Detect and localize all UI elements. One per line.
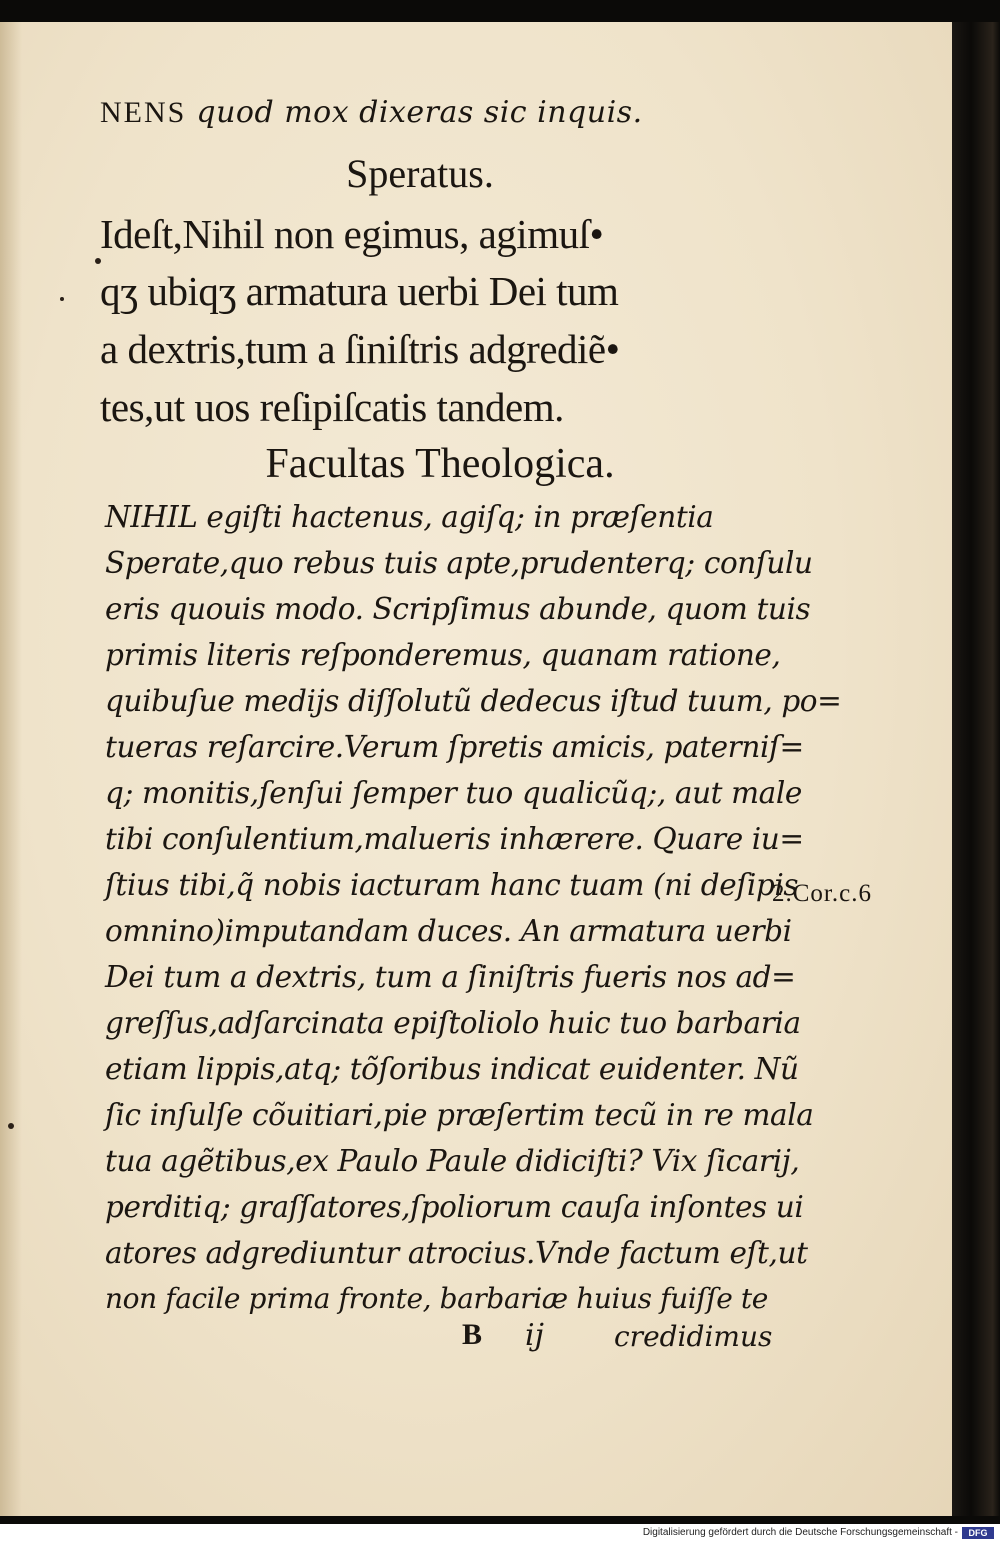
ink-speck: [8, 1123, 14, 1129]
faculty-line: perditiq; graſſatores,ſpoliorum cauſa inſontes ui: [105, 1190, 804, 1224]
catchword: credidimus: [614, 1320, 773, 1353]
ink-speck: [95, 258, 101, 264]
footer-bar: [0, 1524, 1000, 1543]
faculty-line: Dei tum a dextris, tum a ſiniſtris fueris nos ad=: [105, 960, 796, 994]
speratus-line: qʒ ubiqʒ armatura uerbi Dei tum: [100, 268, 619, 314]
faculty-line: tibi conſulentium,malueris inhærere. Quare iu=: [105, 822, 804, 856]
faculty-line: etiam lippis,atq; tõſoribus indicat euidenter. Nũ: [105, 1052, 799, 1086]
speratus-line: tes,ut uos reſipiſcatis tandem.: [100, 384, 564, 430]
faculty-line: non facile prima fronte, barbariæ huius fuiſſe te: [105, 1282, 768, 1315]
speratus-line: Ideſt,Nihil non egimus, agimuſ•: [100, 211, 604, 257]
faculty-line: greſſus,adſarcinata epiſtoliolo huic tuo barbaria: [105, 1006, 801, 1040]
running-head-italic: quod mox dixeras sic inquis.: [196, 95, 643, 130]
faculty-line: eris quouis modo. Scripſimus abunde, quom tuis: [105, 592, 811, 626]
signature-number: ij: [525, 1318, 544, 1353]
faculty-line: omnino)imputandam duces. An armatura uerbi: [105, 914, 792, 948]
running-head: [100, 95, 643, 130]
faculty-line: primis literis reſponderemus, quanam ratione,: [105, 638, 781, 672]
faculty-line: atores adgrediuntur atrocius.Vnde factum eſt,ut: [105, 1236, 808, 1270]
faculty-line: ſtius tibi,q̃ nobis iacturam hanc tuam (ni deſipis: [105, 868, 799, 902]
speratus-line: a dextris,tum a ſiniſtris adgrediẽ•: [100, 326, 620, 372]
speaker-facultas: Facultas Theologica.: [265, 441, 615, 487]
faculty-line: tueras reſarcire.Verum ſpretis amicis, paterniſ=: [105, 730, 804, 764]
faculty-line: tua agẽtibus,ex Paulo Paule didiciſti? Vix ſicarij,: [105, 1144, 800, 1178]
page-edge-right: [952, 22, 1000, 1516]
running-head-caps: NENS: [100, 96, 187, 129]
signature-letter: B: [462, 1318, 483, 1351]
funding-credit: Digitalisierung gefördert durch die Deutsche Forschungsgemeinschaft -: [642, 1527, 958, 1538]
faculty-line: q; monitis,ſenſui ſemper tuo qualicũq;, aut male: [105, 776, 802, 810]
gutter-shadow: [0, 22, 22, 1516]
faculty-line: quibuſue medijs diſſolutũ dedecus iſtud tuum, po=: [105, 684, 842, 718]
faculty-line: Sperate,quo rebus tuis apte,prudenterq; conſulu: [105, 546, 813, 580]
dfg-logo: DFG: [962, 1527, 994, 1539]
ink-speck: [60, 297, 64, 301]
faculty-line: ſic inſulſe cõuitiari,pie præſertim tecũ in re mala: [105, 1098, 814, 1132]
faculty-line: NIHIL egiſti hactenus, agiſq; in præſentia: [105, 500, 714, 534]
speaker-speratus: Speratus.: [346, 151, 494, 196]
marginal-note: 2.Cor.c.6: [772, 880, 872, 907]
